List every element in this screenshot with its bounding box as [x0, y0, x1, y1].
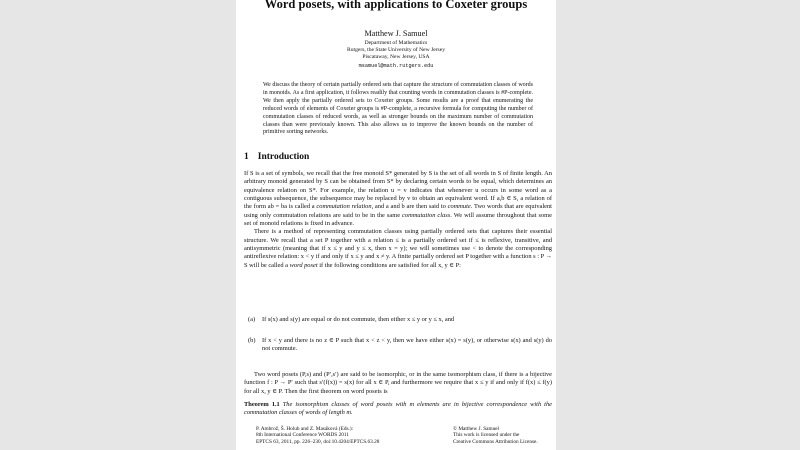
- posets-paragraph: Two word posets (P,s) and (P′,s′) are said to be isomorphic, or in the same isomorphism class, if there is a bijective function f : P → P′ such that s′(f(x)) = s(x) for all x ∈ P, and furthermore we require that x ≤ y if and only if f(x) ≤ f(y) for all x, y ∈ P. Then the first theorem on word posets is: [244, 371, 552, 395]
- paper-page: [236, 0, 556, 450]
- section-heading: [244, 152, 309, 163]
- condition-text: If s(x) and s(y) are equal or do not commute, then either x ≤ y or y ≤ x, and: [262, 316, 455, 323]
- paper-title: Word posets, with applications to Coxeter groups: [264, 0, 528, 11]
- footer-line: This work is licensed under the: [453, 432, 520, 439]
- intro-body: [244, 170, 552, 270]
- footer-line: © Matthew J. Samuel: [453, 426, 500, 432]
- condition-b: [250, 337, 552, 354]
- theorem-1-1: [244, 401, 552, 418]
- footer-citation: [256, 426, 379, 445]
- abstract: We discuss the theory of certain partially ordered sets that capture the structure of commutation classes of words in monoids. As a first application, it follows readily that counting words in commutation classes is #P-complete. We then apply the partially ordered sets to Coxeter groups. Some results are a proof that enumerating the reduced words of elements of Coxeter groups is #P-complete, a recursive formula for computing the number of commutation classes of reduced words, as well as stronger bounds on the maximum number of commutation classes than were previously known. This also allows us to improve the known bounds on the number of primitive sorting networks.: [263, 82, 533, 136]
- section-number: 1: [244, 152, 249, 162]
- theorem-label: Theorem 1.1: [244, 401, 280, 408]
- condition-text: If x < y and there is no z ∈ P such that x < z < y, then we have either s(x) = s(y), or otherwise s(x) and s(y) do not commute.: [262, 337, 552, 353]
- author-name: Matthew J. Samuel: [364, 29, 428, 38]
- author-email[interactable]: msamuel@math.rutgers.edu: [358, 63, 434, 70]
- footer-line[interactable]: EPTCS 63, 2011, pp. 226–230, doi:10.4204/EPTCS.63.28: [256, 438, 380, 445]
- footer-line: 8th International Conference WORDS 2011: [256, 432, 349, 439]
- affiliation-line: Rutgers, the State University of New Jersey: [346, 46, 446, 53]
- footer-line[interactable]: Creative Commons Attribution License.: [453, 438, 538, 445]
- affiliation-line: Department of Mathematics: [364, 40, 428, 46]
- affiliation-line: Piscataway, New Jersey, USA: [362, 53, 430, 60]
- theorem-text: The isomorphism classes of word posets with m elements are in bijective correspondence with the commutation classes of words of length m.: [244, 401, 552, 417]
- section-title: Introduction: [257, 152, 310, 162]
- condition-label: (a): [248, 316, 256, 323]
- paragraph-2: There is a method of representing commutation classes using partially ordered sets that captures their essential structure. We recall that a set P together with a relation ≤ is a partially ordered set if ≤ is reflexive, transitive, and antisymmetric (meaning that if x ≤ y and y ≤ x, then x = y); we will sometimes use < to denote the corresponding antireflexive relation: x < y if and only if x ≤ y and x ≠ y. A finite partially ordered set P together with a function s : P → S will be called a word poset if the following conditions are satisfied for all x, y ∈ P:: [244, 228, 552, 269]
- affiliation-block: [236, 40, 556, 70]
- footer-license: [453, 426, 538, 445]
- condition-label: (b): [248, 337, 256, 344]
- condition-a: [250, 316, 552, 324]
- footer-line: P. Ambrož, Š. Holub and Z. Masáková (Eds.):: [256, 426, 354, 432]
- paragraph-1: If S is a set of symbols, we recall that the free monoid S* generated by S is the set of all words in S of finite length. An arbitrary monoid generated by S can be obtained from S* by declaring certain words to be equal, which determines an equivalence relation on S*. For example, the relation u = v indicates that whenever u occurs in some word as a contiguous subsequence, the subsequence may be replaced by v to obtain an equivalent word. If a,b ∈ S, a relation of the form ab = ba is called a commutation relation, and a and b are then said to commute. Two words that are equivalent using only commutation relations are said to be in the same commutation class. We will assume throughout that some set of monoid relations is fixed in advance.: [244, 170, 552, 228]
